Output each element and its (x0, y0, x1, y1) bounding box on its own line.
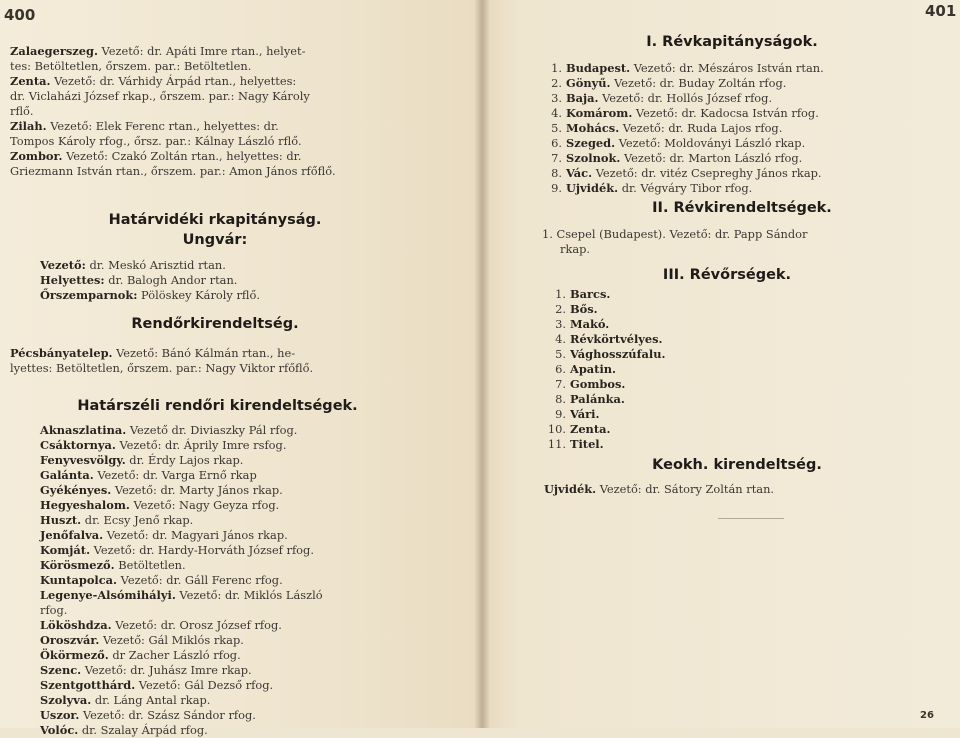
entry-text: Vezető: Czakó Zoltán rtan., helyettes: dr. (62, 149, 302, 163)
entry-text: dr. Érdy Lajos rkap. (125, 453, 244, 467)
place-name: Gönyű. (566, 76, 611, 90)
entry-text: dr. Balogh Andor rtan. (104, 273, 238, 287)
revkapitanysag-line (542, 61, 952, 76)
entry-text: dr. Viclaházi József rkap., őrszem. par.: Nagy Károly (10, 89, 310, 103)
place-name: Szolnok. (566, 151, 621, 165)
item-number: 4. (551, 106, 562, 120)
ungvar-line (40, 273, 460, 288)
border-station-line (40, 453, 470, 468)
border-station-line (40, 558, 470, 573)
revorseg-line (546, 377, 766, 392)
item-number: 1. (551, 61, 562, 75)
border-station-line (40, 633, 470, 648)
place-name: Ökörmező. (40, 648, 109, 662)
border-station-line (40, 708, 470, 723)
section-title-hatarszeli: Határszéli rendőri kirendeltségek. (77, 398, 358, 414)
entry-text: Vezető: dr. Gáll Ferenc rfog. (117, 573, 283, 587)
revorseg-line (546, 422, 766, 437)
revorseg-line (546, 362, 766, 377)
item-number: 3. (555, 317, 566, 331)
directory-line (10, 164, 475, 179)
entry-text: Betöltetlen. (114, 558, 186, 572)
right-page-number: 401 (925, 2, 957, 20)
entry-text: Tompos Károly rfog., őrsz. par.: Kálnay László rflő. (10, 134, 302, 148)
entry-text: dr. Végváry Tibor rfog. (618, 181, 753, 195)
place-name: Galánta. (40, 468, 94, 482)
border-station-line (40, 498, 470, 513)
entry-text: Vezető: dr. Marty János rkap. (111, 483, 283, 497)
directory-line (10, 104, 475, 119)
entry-text: Vezető: dr. Miklós László (175, 588, 323, 602)
right-page (482, 0, 960, 728)
border-station-line (40, 468, 470, 483)
border-station-line (40, 618, 470, 633)
revkapitanysag-line (542, 151, 952, 166)
border-station-line (40, 528, 470, 543)
place-name: Bős. (570, 302, 598, 316)
entry-text: Vezető: dr. Szász Sándor rfog. (79, 708, 256, 722)
footer-mark: 26 (920, 710, 934, 721)
revorseg-line (546, 317, 766, 332)
entry-text: Vezető: dr. Ruda Lajos rfog. (619, 121, 783, 135)
section-subtitle-ungvar: Ungvár: (182, 232, 248, 248)
revkirendeltsegek-entry (542, 227, 952, 257)
entry-text: Vezető: dr. Buday Zoltán rfog. (610, 76, 787, 90)
place-name: Ujvidék. (566, 181, 619, 195)
place-name: Titel. (570, 437, 604, 451)
directory-line (10, 59, 475, 74)
keokh-place: Ujvidék. (544, 482, 597, 496)
border-station-line (40, 543, 470, 558)
border-station-line (40, 438, 470, 453)
item-number: 7. (551, 151, 562, 165)
csepel-line-cont: rkap. (560, 242, 591, 256)
entry-text: Vezető: dr. Kadocsa István rfog. (632, 106, 819, 120)
entry-text: Vezető: dr. Varga Ernő rkap (93, 468, 257, 482)
place-name: Zombor. (10, 149, 63, 163)
item-number: 8. (555, 392, 566, 406)
place-name: Révkörtvélyes. (570, 332, 663, 346)
section1-lines (40, 258, 460, 303)
left-page-number: 400 (4, 6, 36, 24)
entry-text: Vezető: dr. Apáti Imre rtan., helyet- (97, 44, 306, 58)
border-station-line (40, 513, 470, 528)
entry-text: Vezető: Bánó Kálmán rtan., he- (112, 346, 296, 360)
revkapitanysag-line (542, 106, 952, 121)
entry-text: tes: Betöltetlen, őrszem. par.: Betöltetlen. (10, 59, 252, 73)
place-name: Makó. (570, 317, 610, 331)
entry-text: Vezető: dr. Orosz József rfog. (111, 618, 282, 632)
place-name: Palánka. (570, 392, 625, 406)
entry-text: Vezető dr. Diviaszky Pál rfog. (126, 423, 298, 437)
place-name: Hegyeshalom. (40, 498, 130, 512)
item-number: 6. (555, 362, 566, 376)
entry-text: dr. Ecsy Jenő rkap. (81, 513, 194, 527)
place-name: Szeged. (566, 136, 616, 150)
entry-text: dr. Meskó Arisztid rtan. (85, 258, 226, 272)
item-number: 7. (555, 377, 566, 391)
entry-text: lyettes: Betöltetlen, őrszem. par.: Nagy Viktor rfőflő. (10, 361, 314, 375)
revorseg-line (546, 287, 766, 302)
border-station-line (40, 588, 470, 603)
place-name: Barcs. (570, 287, 611, 301)
pecsbanyatelep-line (10, 346, 475, 361)
revorsegek-list (546, 287, 766, 452)
place-name: Szentgotthárd. (40, 678, 136, 692)
place-name: Jenőfalva. (40, 528, 104, 542)
entry-text: Vezető: dr. Magyari János rkap. (103, 528, 288, 542)
section-title-rendorkirendeltseg: Rendőrkirendeltség. (131, 316, 299, 332)
place-name: Budapest. (566, 61, 631, 75)
place-name: Zalaegerszeg. (10, 44, 98, 58)
revorseg-line (546, 392, 766, 407)
csepel-line: 1. Csepel (Budapest). Vezető: dr. Papp Sándor (542, 227, 808, 241)
item-number: 3. (551, 91, 562, 105)
pecsbanyatelep-line (10, 361, 475, 376)
entry-label: Helyettes: (40, 273, 105, 287)
item-number: 6. (551, 136, 562, 150)
entry-text: Vezető: dr. Hollós József rfog. (598, 91, 773, 105)
place-name: Huszt. (40, 513, 82, 527)
place-name: Aknaszlatina. (40, 423, 127, 437)
border-station-line (40, 678, 470, 693)
item-number: 9. (551, 181, 562, 195)
place-name: Kuntapolca. (40, 573, 118, 587)
border-station-line (40, 693, 470, 708)
book-gutter (474, 0, 490, 728)
entry-text: dr. Szalay Árpád rfog. (78, 723, 208, 737)
directory-line (10, 89, 475, 104)
revorseg-line (546, 407, 766, 422)
section-title-hatarvideki: Határvidéki rkapitányság. (108, 212, 322, 228)
item-number: 1. (555, 287, 566, 301)
place-name: Zenta. (570, 422, 611, 436)
directory-line (10, 134, 475, 149)
revorseg-line (546, 332, 766, 347)
border-station-line (40, 573, 470, 588)
place-name: Vári. (570, 407, 600, 421)
border-station-line (40, 648, 470, 663)
item-number: 5. (555, 347, 566, 361)
place-name: Komját. (40, 543, 91, 557)
place-name: Zilah. (10, 119, 47, 133)
section-title-revkirendeltsegek: II. Révkirendeltségek. (652, 200, 832, 216)
directory-line (10, 74, 475, 89)
entry-label: Vezető: (40, 258, 86, 272)
place-name: Körösmező. (40, 558, 115, 572)
directory-line (10, 119, 475, 134)
entry-text: Vezető: dr. Juhász Imre rkap. (81, 663, 252, 677)
separator-rule (718, 518, 784, 519)
entry-text: Vezető: dr. Mészáros István rtan. (630, 61, 824, 75)
section-title-revorsegek: III. Révőrségek. (662, 267, 792, 283)
section2-lines (10, 346, 475, 376)
entry-text: Vezető: dr. Marton László rfog. (620, 151, 803, 165)
place-name: Volóc. (40, 723, 79, 737)
place-name: Oroszvár. (40, 633, 100, 647)
place-name: Vác. (566, 166, 593, 180)
place-name: Zenta. (10, 74, 51, 88)
place-name: Fenyvesvölgy. (40, 453, 126, 467)
entry-text: dr. Láng Antal rkap. (91, 693, 211, 707)
item-number: 10. (547, 422, 566, 436)
entry-text: Griezmann István rtan., őrszem. par.: Amon János rfőflő. (10, 164, 336, 178)
place-name: Vághosszúfalu. (570, 347, 666, 361)
entry-text: Vezető: dr. Áprily Imre rsfog. (115, 438, 287, 452)
item-number: 9. (555, 407, 566, 421)
revorseg-line (546, 347, 766, 362)
place-name: Csáktornya. (40, 438, 116, 452)
revorseg-line (546, 302, 766, 317)
entry-text: Vezető: dr. vitéz Csepreghy János rkap. (592, 166, 822, 180)
keokh-entry (544, 482, 944, 497)
directory-line (10, 149, 475, 164)
entry-text: Vezető: Gál Miklós rkap. (99, 633, 244, 647)
entry-text: Vezető: dr. Várhidy Árpád rtan., helyettes: (50, 74, 297, 88)
place-name: Mohács. (566, 121, 620, 135)
revkapitanysag-line (542, 136, 952, 151)
entry-text: Vezető: Elek Ferenc rtan., helyettes: dr. (46, 119, 279, 133)
revkapitanysagok-list (542, 61, 952, 196)
place-name: Szenc. (40, 663, 82, 677)
revkapitanysag-line (542, 121, 952, 136)
directory-line (10, 44, 475, 59)
top-entries (10, 44, 475, 179)
entry-text: Vezető: Gál Dezső rfog. (135, 678, 274, 692)
entry-text: Vezető: Nagy Geyza rfog. (129, 498, 280, 512)
ungvar-line (40, 258, 460, 273)
place-name: Baja. (566, 91, 599, 105)
border-station-line (40, 663, 470, 678)
item-number: 8. (551, 166, 562, 180)
place-name: Szolyva. (40, 693, 92, 707)
revkapitanysag-line (542, 76, 952, 91)
revkapitanysag-line (542, 166, 952, 181)
entry-label: Őrszemparnok: (40, 288, 138, 302)
place-name: Apatin. (570, 362, 617, 376)
entry-text: Vezető: Moldoványi László rkap. (615, 136, 806, 150)
place-name: Uszor. (40, 708, 80, 722)
place-name: Gombos. (570, 377, 626, 391)
place-name: Komárom. (566, 106, 633, 120)
entry-text: dr Zacher László rfog. (108, 648, 241, 662)
item-number: 2. (555, 302, 566, 316)
revorseg-line (546, 437, 766, 452)
item-number: 4. (555, 332, 566, 346)
entry-text: Pölöskey Károly rflő. (137, 288, 260, 302)
place-name: Legenye-Alsómihályi. (40, 588, 176, 602)
section-title-keokh: Keokh. kirendeltség. (652, 457, 822, 473)
item-number: 2. (551, 76, 562, 90)
item-number: 11. (547, 437, 566, 451)
place-name: Pécsbányatelep. (10, 346, 113, 360)
section-title-revkapitanysagok: I. Révkapitányságok. (646, 34, 818, 50)
border-station-line (40, 483, 470, 498)
keokh-text: Vezető: dr. Sátory Zoltán rtan. (596, 482, 775, 496)
section3-lines (40, 423, 470, 738)
border-station-line (40, 723, 470, 738)
border-station-line (40, 603, 470, 618)
place-name: Lököshdza. (40, 618, 112, 632)
revkapitanysag-line (542, 181, 952, 196)
item-number: 5. (551, 121, 562, 135)
entry-text: Vezető: dr. Hardy-Horváth József rfog. (90, 543, 314, 557)
place-name: Gyékényes. (40, 483, 112, 497)
entry-text: rfog. (40, 603, 68, 617)
ungvar-line (40, 288, 460, 303)
entry-text: rflő. (10, 104, 34, 118)
revkapitanysag-line (542, 91, 952, 106)
border-station-line (40, 423, 470, 438)
